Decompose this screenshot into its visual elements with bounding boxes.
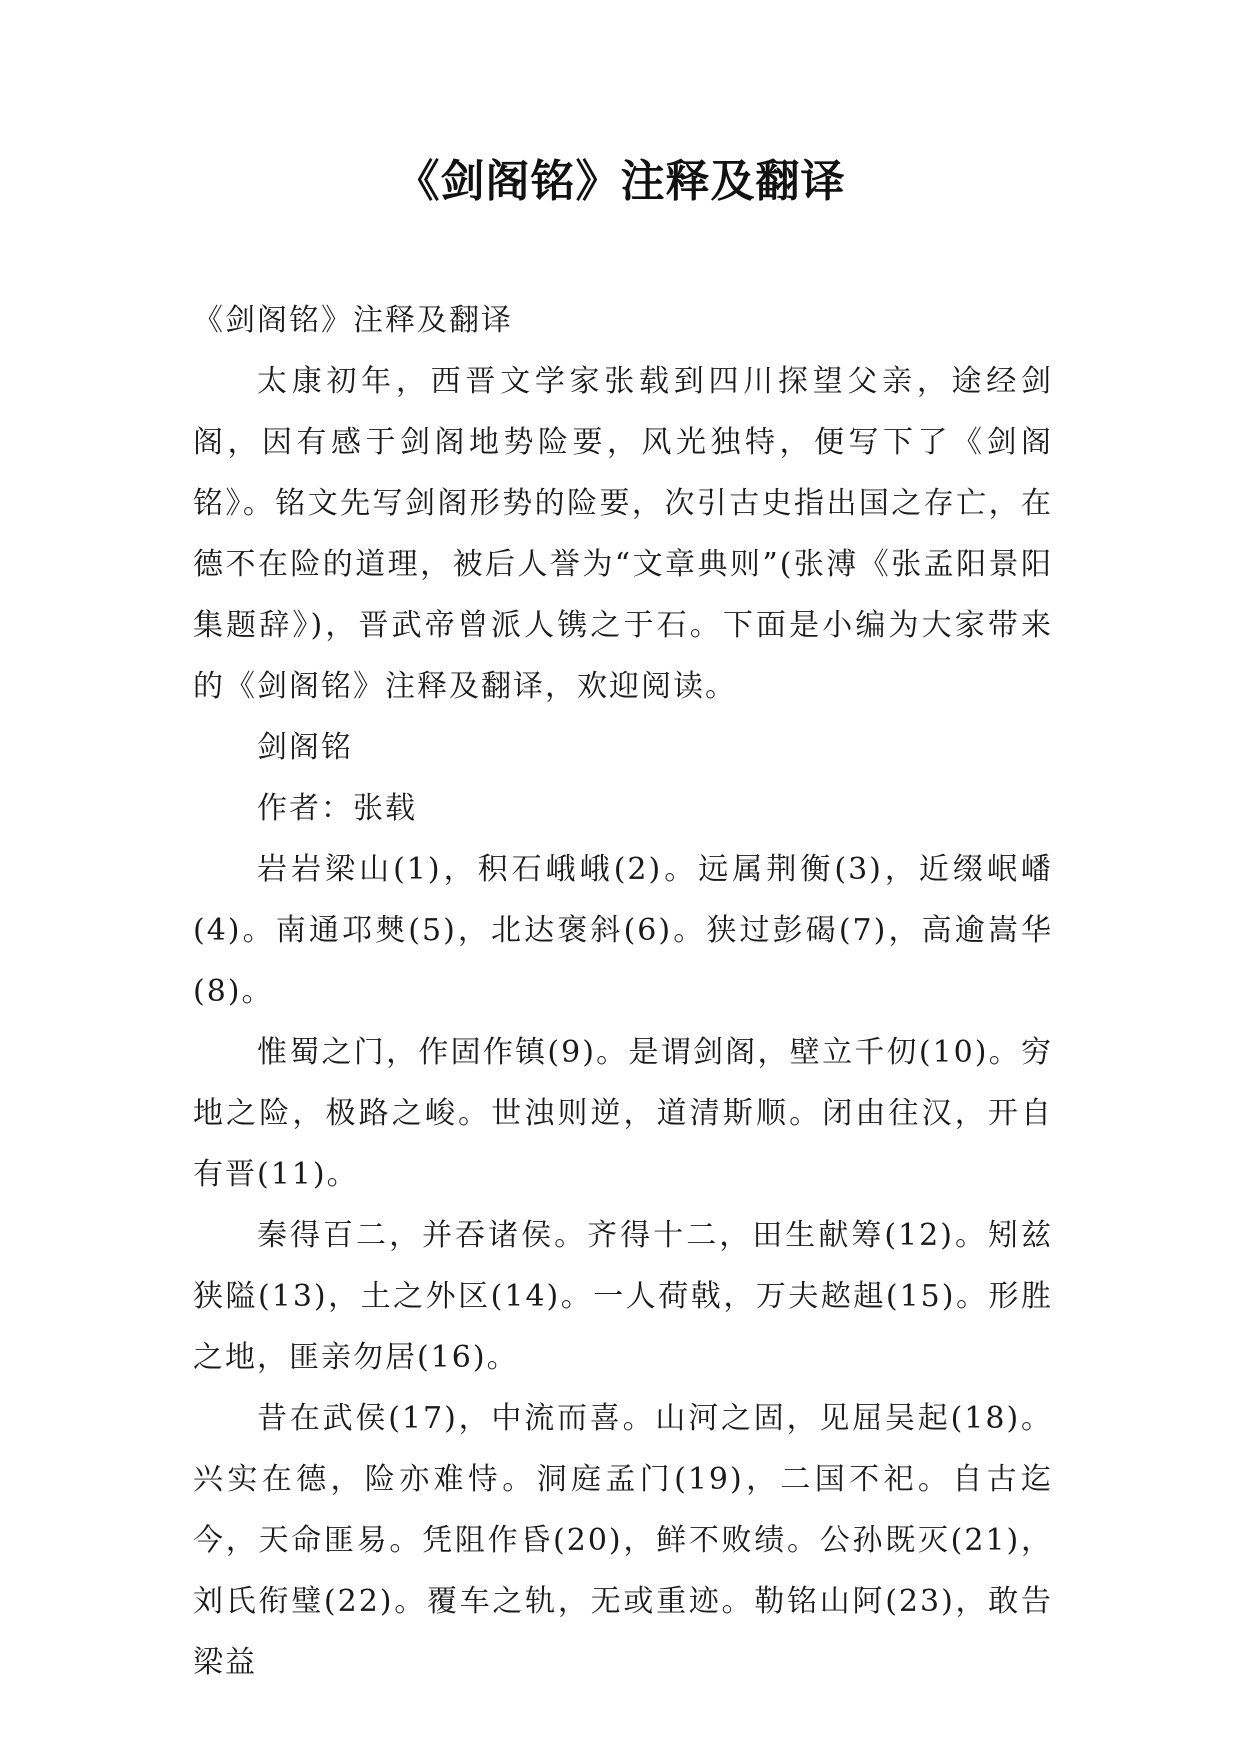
intro-paragraph: 太康初年，西晋文学家张载到四川探望父亲，途经剑阁，因有感于剑阁地势险要，风光独特，便写下了《剑阁铭》。铭文先写剑阁形势的险要，次引古史指出国之存亡，在德不在险的道理，被后人誉为“文章典则”(张溥《张孟阳景阳集题辞》)，晋武帝曾派人镌之于石。下面是小编为大家带来的《剑阁铭》注释及翻译，欢迎阅读。 (193, 364, 1053, 704)
poem-stanza: 昔在武侯(17)，中流而喜。山河之固，见屈吴起(18)。兴实在德，险亦难恃。洞庭孟门(19)，二国不祀。自古迄今，天命匪易。凭阻作昏(20)，鲜不败绩。公孙既灭(21)，刘氏衔璧(22)。覆车之轨，无或重迹。勒铭山阿(23)，敢告梁益 (193, 1401, 1053, 1680)
poem-title: 剑阁铭 (257, 730, 353, 765)
poem-stanza: 秦得百二，并吞诸侯。齐得十二，田生献筹(12)。矧兹狭隘(13)，土之外区(14)。一人荷戟，万夫趑趄(15)。形胜之地，匪亲勿居(16)。 (193, 1218, 1053, 1375)
poem-author: 作者：张载 (257, 791, 417, 826)
poem-stanza: 惟蜀之门，作固作镇(9)。是谓剑阁，壁立千仞(10)。穷地之险，极路之峻。世浊则逆，道清斯顺。闭由往汉，开自有晋(11)。 (193, 1035, 1053, 1192)
subtitle-paragraph: 《剑阁铭》注释及翻译 (193, 303, 513, 338)
page-title: 《剑阁铭》注释及翻译 (395, 156, 846, 207)
document-body (193, 290, 1053, 1693)
poem-stanza: 岩岩梁山(1)，积石峨峨(2)。远属荆衡(3)，近缀岷嶓(4)。南通邛僰(5)，北达褒斜(6)。狭过彭碣(7)，高逾嵩华(8)。 (193, 852, 1053, 1009)
